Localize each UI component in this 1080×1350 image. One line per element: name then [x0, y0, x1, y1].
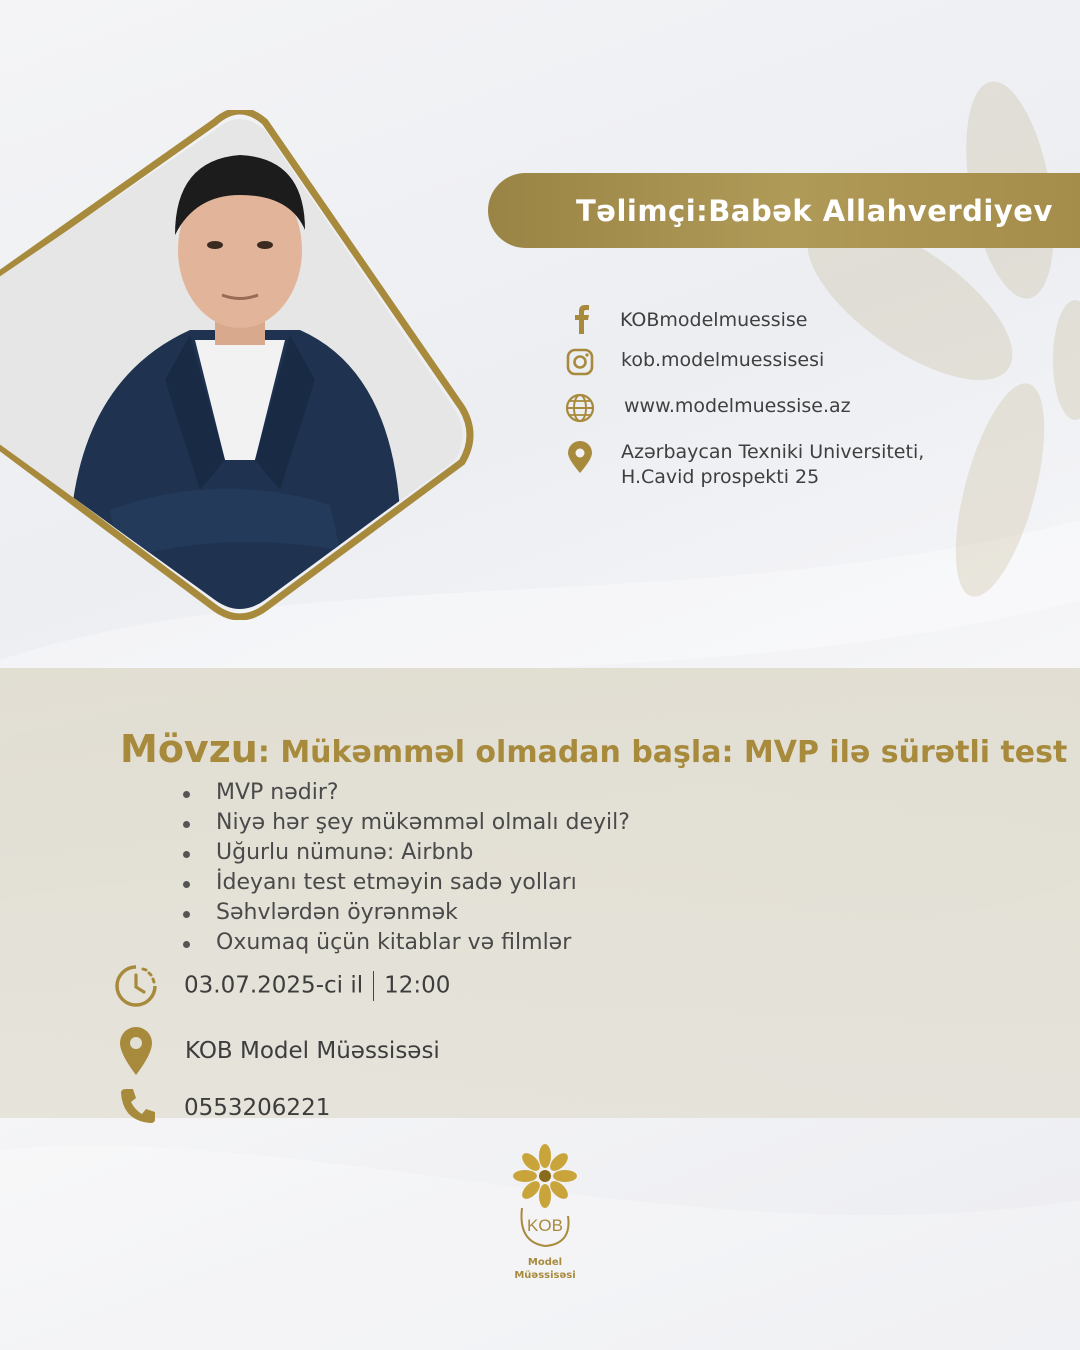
contact-facebook[interactable]: [565, 302, 807, 336]
topic-lead: Mövzu: [120, 727, 258, 771]
trainer-photo: [0, 110, 480, 620]
address-line-1: Azərbaycan Texniki Universiteti,: [621, 441, 925, 463]
location-pin-icon: [117, 1026, 155, 1076]
facebook-handle: KOBmodelmuessise: [620, 309, 808, 331]
logo-line-1: Model: [527, 1257, 563, 1268]
bullet-dot: [183, 851, 190, 858]
location-pin-icon: [563, 440, 597, 474]
instagram-handle: kob.modelmuessisesi: [621, 349, 825, 371]
address-line-2: H.Cavid prospekti 25: [621, 466, 820, 488]
bullet-dot: [183, 881, 190, 888]
event-datetime: [113, 963, 450, 1009]
list-item: MVP nədir?: [183, 778, 630, 808]
divider: [373, 971, 374, 1001]
instagram-icon: [563, 345, 597, 379]
venue-name: KOB Model Müəssisəsi: [185, 1038, 440, 1064]
list-item: Oxumaq üçün kitablar və filmlər: [183, 928, 630, 958]
facebook-icon: [565, 302, 599, 336]
trainer-banner: [488, 173, 1080, 248]
topic-title: : Mükəmməl olmadan başla: MVP ilə sürətli test: [257, 735, 1068, 770]
kob-logo: [500, 1142, 590, 1292]
topic-heading: [120, 727, 1068, 771]
contact-address: [563, 440, 924, 490]
phone-icon: [118, 1086, 158, 1126]
logo-line-2: Müəssisəsi: [514, 1270, 576, 1281]
kob-flower-logo-icon: [500, 1142, 590, 1252]
bullet-dot: [183, 821, 190, 828]
website-url: www.modelmuessise.az: [624, 395, 851, 417]
bullet-dot: [183, 791, 190, 798]
clock-icon: [113, 963, 159, 1009]
list-item: Səhvlərdən öyrənmək: [183, 898, 630, 928]
event-phone[interactable]: [118, 1086, 330, 1126]
bullet-dot: [183, 911, 190, 918]
topic-bullet-list: [183, 778, 630, 958]
contact-instagram[interactable]: [563, 345, 824, 379]
phone-number: 0553206221: [184, 1095, 331, 1121]
list-item: İdeyanı test etməyin sadə yolları: [183, 868, 630, 898]
logo-brand: KOB: [527, 1216, 563, 1235]
list-item: Uğurlu nümunə: Airbnb: [183, 838, 630, 868]
globe-icon: [563, 391, 597, 425]
list-item: Niyə hər şey mükəmməl olmalı deyil?: [183, 808, 630, 838]
trainer-label: Təlimçi:: [576, 193, 709, 228]
bullet-dot: [183, 941, 190, 948]
trainer-name: Babək Allahverdiyev: [708, 193, 1053, 228]
event-venue: [117, 1026, 440, 1076]
event-time: 12:00: [384, 972, 451, 999]
event-date: 03.07.2025-ci il: [184, 972, 364, 999]
contact-website[interactable]: [563, 391, 851, 425]
